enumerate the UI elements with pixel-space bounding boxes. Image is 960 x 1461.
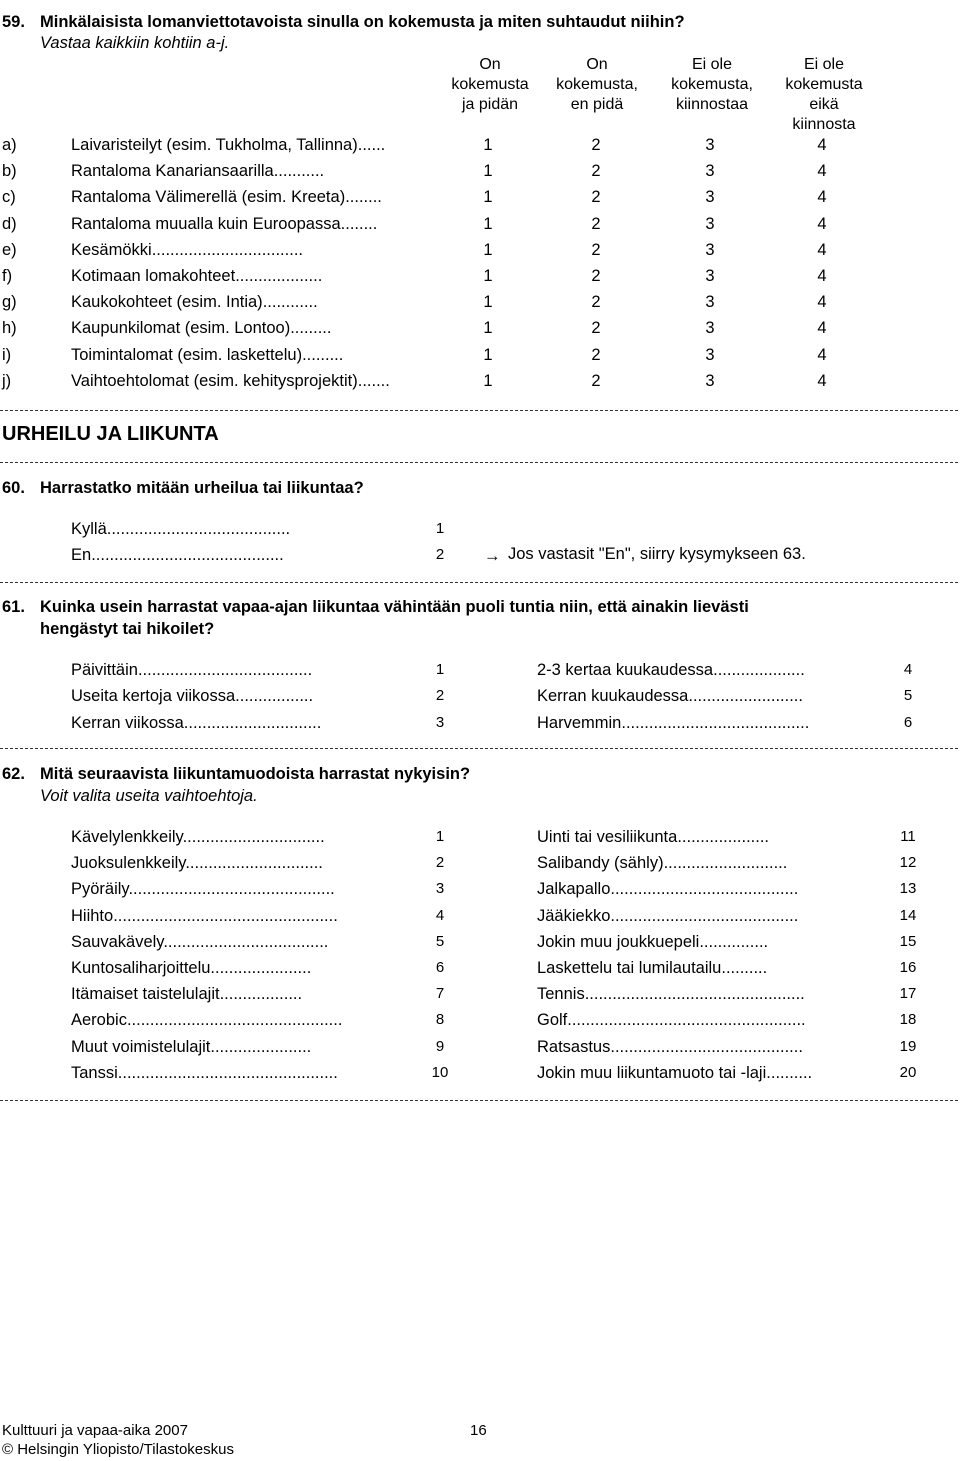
answer-option-1[interactable]: 1 (483, 319, 493, 338)
option-label: Aerobic............................................... (71, 1011, 343, 1030)
option-value[interactable]: 19 (899, 1037, 917, 1055)
column-header-line: en pidä (570, 96, 624, 113)
row-letter: f) (2, 267, 13, 285)
answer-option-4[interactable]: 4 (817, 188, 827, 207)
option-label: Jääkiekko......................................... (537, 906, 799, 925)
option-value[interactable]: 11 (900, 828, 916, 845)
option-value[interactable]: 8 (435, 1011, 445, 1029)
answer-option-1[interactable]: 1 (483, 345, 493, 364)
option-value[interactable]: 6 (903, 713, 913, 731)
row-letter: d) (2, 214, 17, 233)
option-label: Sauvakävely.................................... (71, 932, 329, 951)
column-header-3 (657, 55, 767, 115)
answer-option-2[interactable]: 2 (591, 293, 601, 312)
q62-option[interactable] (537, 933, 917, 955)
option-label: Juoksulenkkeily.............................. (71, 854, 323, 873)
row-letter: a) (2, 136, 17, 154)
q59-instruction: Vastaa kaikkiin kohtiin a-j. (40, 34, 230, 52)
option-value[interactable]: 6 (435, 959, 445, 976)
option-label: Kerran viikossa.............................. (71, 713, 322, 732)
option-value[interactable]: 1 (435, 520, 445, 537)
q62-option[interactable] (537, 959, 917, 981)
q61-option[interactable] (537, 661, 917, 683)
row-letter: j) (2, 371, 12, 390)
option-label: Tanssi................................................ (71, 1063, 338, 1082)
q62-option[interactable] (537, 985, 917, 1007)
answer-option-2[interactable]: 2 (591, 319, 601, 338)
column-header-line: Ei ole (691, 56, 733, 73)
q62-option[interactable] (71, 933, 456, 955)
q60-option-yes[interactable] (71, 520, 451, 542)
q59-row (0, 241, 960, 263)
option-label: Jokin muu liikuntamuoto tai -laji.......... (537, 1063, 813, 1082)
row-label: Rantaloma Välimerellä (esim. Kreeta)........ (71, 188, 382, 207)
q62-option[interactable] (537, 907, 917, 929)
q59-row (0, 136, 960, 158)
q62-option[interactable] (71, 959, 456, 981)
q62-option[interactable] (71, 880, 456, 902)
q62-option[interactable] (537, 828, 917, 850)
answer-option-3[interactable]: 3 (705, 371, 715, 390)
column-header-line: kokemusta (785, 76, 863, 93)
q61-option[interactable] (537, 687, 917, 709)
q59-row (0, 346, 960, 368)
option-label: Jokin muu joukkuepeli............... (537, 932, 769, 951)
q62-number: 62. (2, 765, 25, 783)
row-label: Toimintalomat (esim. laskettelu)......... (71, 345, 344, 364)
option-label: 2-3 kertaa kuukaudessa.................... (537, 661, 805, 679)
option-value[interactable]: 7 (435, 985, 445, 1003)
option-label: Hiihto................................................. (71, 906, 338, 925)
divider (0, 1100, 958, 1101)
footer-copyright: © Helsingin Yliopisto/Tilastokeskus (2, 1441, 234, 1458)
row-label: Laivaristeilyt (esim. Tukholma, Tallinna)...... (71, 136, 386, 154)
option-value[interactable]: 9 (435, 1037, 445, 1055)
skip-arrow-icon: → (484, 547, 501, 565)
option-label: Jalkapallo......................................... (537, 880, 799, 899)
option-value[interactable]: 12 (899, 854, 917, 872)
divider (0, 462, 958, 463)
q61-number: 61. (2, 598, 25, 616)
section-title: URHEILU JA LIIKUNTA (2, 423, 219, 445)
option-label: Uinti tai vesiliikunta.................... (537, 828, 769, 846)
option-label: Salibandy (sähly)........................... (537, 854, 788, 873)
answer-option-1[interactable]: 1 (483, 162, 493, 181)
option-value[interactable]: 2 (435, 687, 445, 705)
q59-row (0, 372, 960, 394)
answer-option-4[interactable]: 4 (817, 240, 827, 259)
option-label: Muut voimistelulajit...................... (71, 1037, 312, 1056)
column-header-line: kiinnostaa (675, 96, 749, 113)
option-label: Kuntosaliharjoittelu...................... (71, 959, 312, 977)
option-label: Pyöräily............................................. (71, 880, 335, 899)
option-label: Useita kertoja viikossa................. (71, 687, 314, 706)
answer-option-4[interactable]: 4 (817, 293, 827, 312)
column-header-line: kokemusta, (556, 76, 638, 93)
column-header-line: kokemusta, (671, 76, 753, 93)
q61-option[interactable] (71, 687, 456, 709)
answer-option-4[interactable]: 4 (817, 136, 827, 154)
q59-number: 59. (2, 13, 25, 31)
option-label: Päivittäin...................................... (71, 661, 313, 679)
row-label: Rantaloma muualla kuin Euroopassa........ (71, 214, 378, 233)
option-label: Itämaiset taistelulajit.................. (71, 985, 303, 1004)
row-label: Kaupunkilomat (esim. Lontoo)......... (71, 319, 332, 338)
row-letter: h) (2, 319, 17, 338)
divider (0, 582, 958, 583)
option-label: Harvemmin......................................... (537, 713, 810, 732)
q62-option[interactable] (71, 1038, 456, 1060)
answer-option-1[interactable]: 1 (483, 293, 493, 312)
option-value[interactable]: 15 (899, 932, 917, 950)
column-header-line: eikä (809, 96, 839, 113)
column-header-4 (769, 55, 879, 135)
answer-option-3[interactable]: 3 (705, 319, 715, 338)
option-value[interactable]: 14 (899, 906, 917, 924)
column-header-line: On (479, 56, 501, 73)
q62-option[interactable] (71, 907, 456, 929)
option-label: Golf.................................................... (537, 1011, 806, 1030)
option-value[interactable]: 10 (431, 1063, 449, 1081)
q61-option[interactable] (71, 661, 456, 683)
option-value[interactable]: 1 (435, 661, 445, 678)
option-label: Laskettelu tai lumilautailu.......... (537, 959, 768, 977)
q59-question: Minkälaisista lomanviettotavoista sinulla on kokemusta ja miten suhtaudut niihin? (40, 13, 685, 31)
option-label: Kävelylenkkeily............................... (71, 828, 325, 846)
answer-option-3[interactable]: 3 (705, 240, 715, 259)
option-value[interactable]: 13 (899, 880, 917, 898)
q61-question: Kuinka usein harrastat vapaa-ajan liikuntaa vähintään puoli tuntia niin, että ainakin lievästi (40, 598, 749, 616)
option-value[interactable]: 3 (435, 880, 445, 898)
q59-row (0, 319, 960, 341)
row-label: Kotimaan lomakohteet................... (71, 267, 323, 285)
option-label: Ratsastus.......................................... (537, 1037, 803, 1056)
q59-row (0, 188, 960, 210)
column-header-1 (435, 55, 545, 115)
answer-option-1[interactable]: 1 (483, 188, 493, 207)
answer-option-3[interactable]: 3 (705, 188, 715, 207)
answer-option-4[interactable]: 4 (817, 267, 827, 285)
q62-option[interactable] (71, 828, 456, 850)
row-label: Vaihtoehtolomat (esim. kehitysprojektit)....... (71, 371, 390, 390)
page-number: 16 (470, 1422, 487, 1439)
option-value[interactable]: 5 (435, 932, 445, 950)
answer-option-2[interactable]: 2 (591, 162, 601, 181)
option-value[interactable]: 17 (899, 985, 917, 1003)
answer-option-1[interactable]: 1 (483, 136, 493, 154)
answer-option-3[interactable]: 3 (705, 293, 715, 312)
column-header-2 (542, 55, 652, 115)
answer-option-1[interactable]: 1 (483, 214, 493, 233)
q62-option[interactable] (537, 880, 917, 902)
answer-option-4[interactable]: 4 (817, 162, 827, 181)
row-label: Kaukokohteet (esim. Intia)............ (71, 293, 318, 312)
option-value[interactable]: 3 (435, 713, 445, 731)
row-label: Rantaloma Kanariansaarilla........... (71, 162, 325, 181)
option-label: Kyllä........................................ (71, 520, 291, 538)
answer-option-4[interactable]: 4 (817, 371, 827, 390)
column-header-line: kokemusta (451, 76, 529, 93)
q62-option[interactable] (71, 854, 456, 876)
option-value[interactable]: 1 (435, 828, 445, 845)
row-letter: b) (2, 162, 17, 181)
option-label: Tennis................................................ (537, 985, 805, 1004)
q62-question: Mitä seuraavista liikuntamuodoista harrastat nykyisin? (40, 765, 471, 783)
answer-option-4[interactable]: 4 (817, 214, 827, 233)
q62-option[interactable] (537, 1038, 917, 1060)
answer-option-2[interactable]: 2 (591, 136, 601, 154)
q59-row (0, 267, 960, 289)
option-value[interactable]: 2 (435, 546, 445, 563)
q62-instruction: Voit valita useita vaihtoehtoja. (40, 787, 258, 805)
answer-option-4[interactable]: 4 (817, 319, 827, 338)
q59-row (0, 215, 960, 237)
answer-option-2[interactable]: 2 (591, 267, 601, 285)
q61-option[interactable] (71, 714, 456, 736)
answer-option-3[interactable]: 3 (705, 267, 715, 285)
footer-publication: Kulttuuri ja vapaa-aika 2007 (2, 1422, 188, 1439)
answer-option-2[interactable]: 2 (591, 371, 601, 390)
option-value[interactable]: 4 (435, 906, 445, 924)
q61-option[interactable] (537, 714, 917, 736)
answer-option-3[interactable]: 3 (705, 136, 715, 154)
answer-option-2[interactable]: 2 (591, 188, 601, 207)
column-header-line: Ei ole (803, 56, 845, 73)
option-value[interactable]: 5 (903, 687, 913, 705)
answer-option-1[interactable]: 1 (483, 371, 493, 390)
column-header-line: kiinnosta (792, 116, 856, 133)
column-header-line: ja pidän (461, 96, 519, 113)
q62-option[interactable] (537, 1064, 917, 1086)
option-value[interactable]: 20 (899, 1063, 917, 1081)
answer-option-3[interactable]: 3 (705, 162, 715, 181)
column-header-line: On (586, 56, 608, 73)
q62-option[interactable] (71, 985, 456, 1007)
row-letter: c) (2, 188, 16, 207)
answer-option-1[interactable]: 1 (483, 267, 493, 285)
answer-option-2[interactable]: 2 (591, 345, 601, 364)
option-value[interactable]: 4 (903, 661, 913, 678)
option-value[interactable]: 2 (435, 854, 445, 872)
option-label: En.......................................... (71, 546, 284, 564)
q60-skip-note: Jos vastasit "En", siirry kysymykseen 63. (508, 545, 806, 563)
q59-row (0, 162, 960, 184)
answer-option-2[interactable]: 2 (591, 214, 601, 233)
answer-option-4[interactable]: 4 (817, 345, 827, 364)
q62-option[interactable] (537, 854, 917, 876)
q60-option-no[interactable] (71, 546, 451, 568)
row-letter: e) (2, 240, 17, 259)
row-letter: g) (2, 293, 17, 312)
answer-option-1[interactable]: 1 (483, 240, 493, 259)
row-letter: i) (2, 345, 12, 364)
row-label: Kesämökki................................. (71, 240, 303, 259)
option-value[interactable]: 18 (899, 1011, 917, 1029)
option-value[interactable]: 16 (899, 959, 917, 976)
divider (0, 748, 958, 749)
q60-question: Harrastatko mitään urheilua tai liikuntaa? (40, 479, 364, 497)
q62-option[interactable] (71, 1011, 456, 1033)
answer-option-3[interactable]: 3 (705, 214, 715, 233)
answer-option-2[interactable]: 2 (591, 240, 601, 259)
q62-option[interactable] (71, 1064, 456, 1086)
answer-option-3[interactable]: 3 (705, 345, 715, 364)
option-label: Kerran kuukaudessa......................... (537, 687, 803, 706)
q61-question-cont: hengästyt tai hikoilet? (40, 620, 215, 638)
divider (0, 410, 958, 411)
q62-option[interactable] (537, 1011, 917, 1033)
q59-row (0, 293, 960, 315)
q60-number: 60. (2, 479, 25, 497)
